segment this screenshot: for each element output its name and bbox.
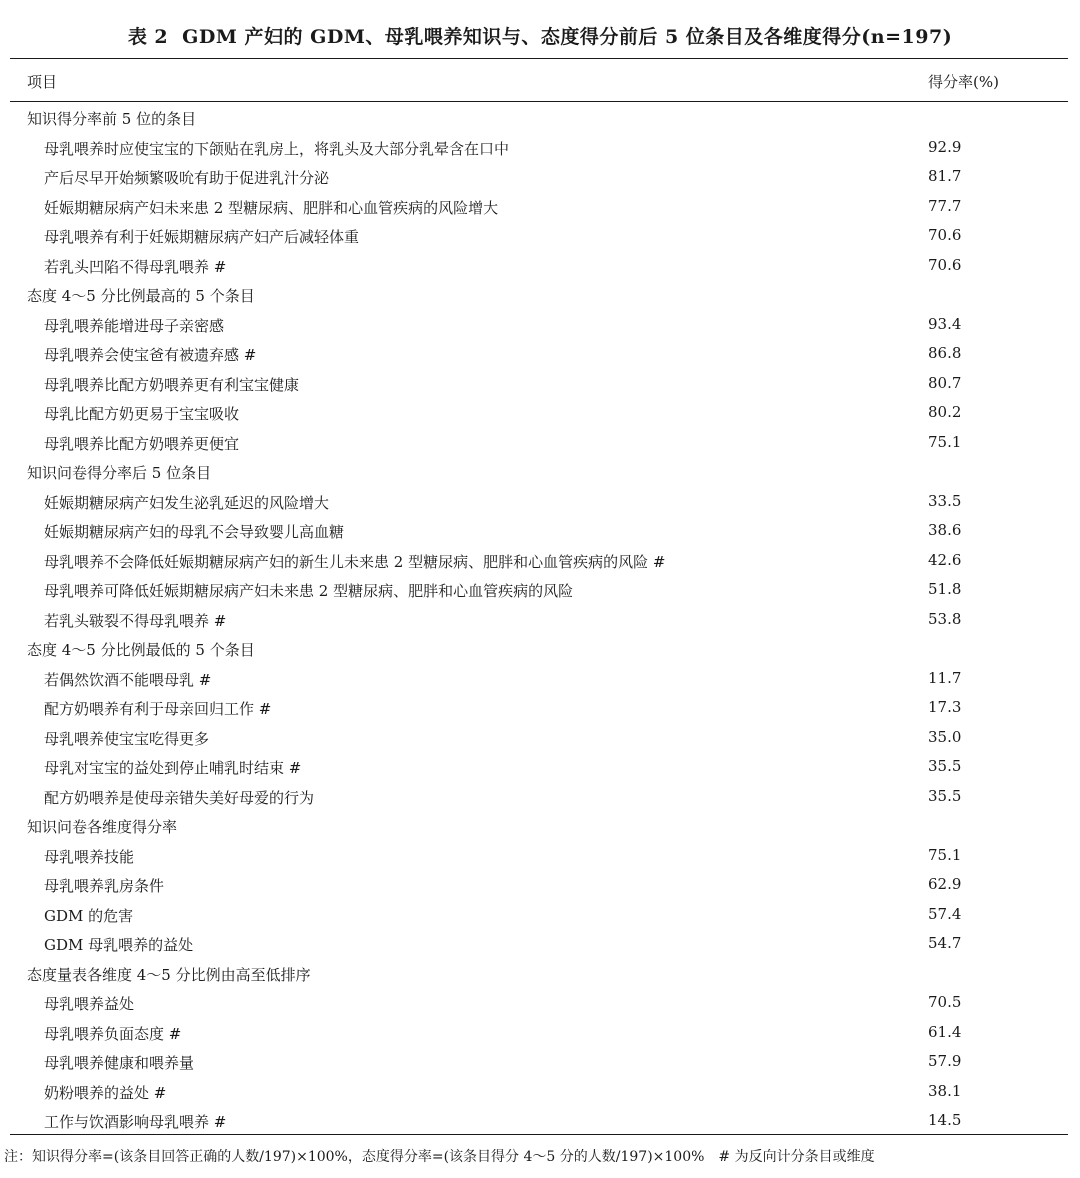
row-score: 35.5	[928, 757, 962, 775]
section-row	[0, 811, 1080, 841]
table-row	[0, 1018, 1080, 1048]
table-row	[0, 575, 1080, 605]
row-item: 母乳喂养负面态度 #	[44, 1024, 182, 1043]
row-score: 80.7	[928, 373, 962, 392]
table-row	[0, 546, 1080, 576]
table-row	[0, 133, 1080, 163]
table-row	[0, 1106, 1080, 1136]
row-item: 奶粉喂养的益处 #	[44, 1083, 167, 1102]
table-row	[0, 192, 1080, 222]
table-row	[0, 1047, 1080, 1077]
section-title: 知识得分率前 5 位的条目	[27, 110, 197, 128]
row-score: 33.5	[928, 491, 962, 510]
row-score: 57.9	[928, 1052, 962, 1070]
row-item: 妊娠期糖尿病产妇未来患 2 型糖尿病、肥胖和心血管疾病的风险增大	[44, 198, 499, 217]
row-item: GDM 的危害	[44, 906, 134, 925]
row-score: 93.4	[928, 314, 962, 333]
table-footnote: 注：知识得分率=(该条目回答正确的人数/197)×100%，态度得分率=(该条目得分 4～5 分的人数/197)×100% # 为反向计分条目或维度	[4, 1149, 875, 1165]
table-row	[0, 752, 1080, 782]
table-row	[0, 221, 1080, 251]
row-item: 母乳喂养会使宝爸有被遗弃感 #	[44, 346, 257, 364]
table-caption	[0, 0, 1080, 58]
row-score: 35.5	[928, 786, 962, 805]
row-item: 母乳喂养不会降低妊娠期糖尿病产妇的新生儿未来患 2 型糖尿病、肥胖和心血管疾病的风险 #	[44, 552, 666, 571]
row-item: 妊娠期糖尿病产妇发生泌乳延迟的风险增大	[44, 493, 330, 512]
table-row	[0, 870, 1080, 900]
row-item: 若偶然饮酒不能喂母乳 #	[44, 670, 212, 689]
table-row	[0, 516, 1080, 546]
row-score: 35.0	[928, 727, 962, 746]
row-score: 75.1	[928, 432, 962, 451]
row-item: 母乳喂养使宝宝吃得更多	[44, 729, 210, 748]
table-row	[0, 339, 1080, 369]
section-title: 态度量表各维度 4～5 分比例由高至低排序	[27, 965, 311, 984]
table-row	[0, 693, 1080, 723]
table-row	[0, 841, 1080, 871]
row-score: 17.3	[928, 698, 962, 716]
row-score: 62.9	[928, 875, 962, 893]
row-score: 80.2	[928, 403, 962, 421]
table-row	[0, 929, 1080, 959]
row-score: 86.8	[928, 344, 962, 362]
row-score: 38.1	[928, 1081, 962, 1100]
row-score: 75.1	[928, 845, 962, 864]
row-item: 配方奶喂养是使母亲错失美好母爱的行为	[44, 788, 315, 807]
row-item: 产后尽早开始频繁吸吮有助于促进乳汁分泌	[44, 169, 330, 187]
table-number: 表 2	[127, 26, 169, 48]
section-title: 态度 4～5 分比例最高的 5 个条目	[27, 287, 255, 305]
row-score: 70.6	[928, 255, 962, 274]
table-row	[0, 251, 1080, 281]
table-row	[0, 487, 1080, 517]
table-row	[0, 900, 1080, 930]
row-score: 81.7	[928, 167, 962, 185]
row-item: 母乳对宝宝的益处到停止哺乳时结束 #	[44, 759, 302, 777]
row-item: 母乳喂养益处	[44, 995, 135, 1013]
table-body	[0, 103, 1080, 1136]
table-row	[0, 664, 1080, 694]
row-item: 配方奶喂养有利于母亲回归工作 #	[44, 700, 272, 718]
table-row	[0, 782, 1080, 812]
row-item: 母乳喂养时应使宝宝的下颌贴在乳房上，将乳头及大部分乳晕含在口中	[44, 139, 510, 158]
section-row	[0, 457, 1080, 487]
section-title: 态度 4～5 分比例最低的 5 个条目	[27, 641, 255, 659]
row-score: 77.7	[928, 196, 962, 215]
section-row	[0, 959, 1080, 989]
header-rule	[10, 101, 1068, 102]
row-item: 工作与饮酒影响母乳喂养 #	[44, 1113, 227, 1131]
row-item: GDM 母乳喂养的益处	[44, 936, 194, 954]
row-item: 母乳喂养比配方奶喂养更便宜	[44, 434, 240, 453]
row-score: 11.7	[928, 668, 962, 687]
table-row	[0, 310, 1080, 340]
table-row	[0, 369, 1080, 399]
row-score: 53.8	[928, 609, 962, 628]
row-score: 57.4	[928, 904, 962, 923]
row-item: 母乳喂养技能	[44, 847, 135, 866]
row-item: 若乳头皲裂不得母乳喂养 #	[44, 611, 227, 630]
table-row	[0, 428, 1080, 458]
table-header	[0, 58, 1080, 101]
row-score: 14.5	[928, 1111, 962, 1129]
row-item: 母乳喂养能增进母子亲密感	[44, 316, 225, 335]
table-row	[0, 162, 1080, 192]
row-score: 61.4	[928, 1022, 962, 1041]
row-item: 母乳比配方奶更易于宝宝吸收	[44, 405, 240, 423]
row-score: 38.6	[928, 521, 962, 539]
row-score: 70.5	[928, 993, 962, 1011]
row-item: 母乳喂养健康和喂养量	[44, 1054, 195, 1072]
header-item: 项目	[27, 73, 58, 91]
row-score: 42.6	[928, 550, 962, 569]
row-item: 若乳头凹陷不得母乳喂养 #	[44, 257, 227, 276]
header-score: 得分率(%)	[928, 73, 999, 91]
section-title: 知识问卷各维度得分率	[27, 818, 178, 836]
row-item: 妊娠期糖尿病产妇的母乳不会导致婴儿高血糖	[44, 523, 345, 541]
table-title: GDM 产妇的 GDM、母乳喂养知识与、态度得分前后 5 位条目及各维度得分(n=197)	[182, 26, 953, 48]
row-item: 母乳喂养有利于妊娠期糖尿病产妇产后减轻体重	[44, 228, 360, 246]
section-row	[0, 103, 1080, 133]
section-row	[0, 280, 1080, 310]
table-row	[0, 605, 1080, 635]
row-score: 54.7	[928, 934, 962, 952]
table-row	[0, 398, 1080, 428]
bottom-rule	[10, 1134, 1068, 1135]
row-item: 母乳喂养可降低妊娠期糖尿病产妇未来患 2 型糖尿病、肥胖和心血管疾病的风险	[44, 582, 574, 600]
table-row	[0, 988, 1080, 1018]
row-score: 92.9	[928, 137, 962, 156]
row-score: 70.6	[928, 226, 962, 244]
row-item: 母乳喂养比配方奶喂养更有利宝宝健康	[44, 375, 300, 394]
section-row	[0, 634, 1080, 664]
table-row	[0, 1077, 1080, 1107]
row-item: 母乳喂养乳房条件	[44, 877, 165, 895]
row-score: 51.8	[928, 580, 962, 598]
section-title: 知识问卷得分率后 5 位条目	[27, 464, 212, 482]
table-row	[0, 723, 1080, 753]
